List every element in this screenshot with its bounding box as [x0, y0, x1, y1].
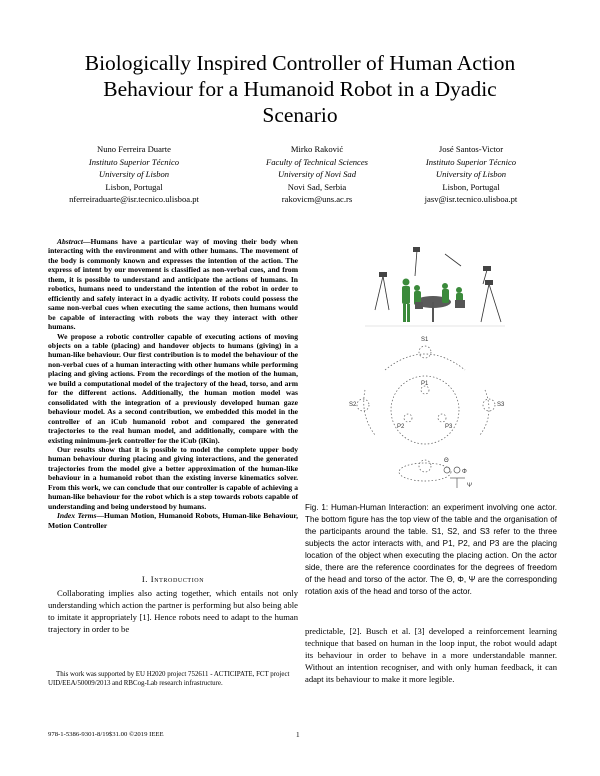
figure-photo: [345, 242, 505, 330]
author-university: University of Lisbon: [435, 169, 507, 179]
page-number: 1: [296, 731, 300, 739]
abstract-text: —Humans have a particular way of moving their body when interacting with the environment and with other humans. The movement of the body is commonly known and expresses the intention of the action. The express of intent by our movement is classified as non-verbal cues, and from them, it is possible to understand and anticipate the actions of humans. In robotics, humans need to understand the intention of the robot in order to efficiently and safely interact in a dyadic activity. If robots could possess the same non-verbal cues when executing the same actions, then humans would be capable of interacting with robots the way they interact with other humans.: [48, 237, 298, 332]
index-terms-text: —Human Motion, Humanoid Robots, Human-like Behaviour, Motion Controller: [48, 511, 298, 530]
author-email: jasv@isr.tecnico.ulisboa.pt: [424, 194, 518, 204]
section-heading: I. Introduction: [141, 574, 205, 584]
abstract: [48, 237, 298, 530]
author-name: Nuno Ferreira Duarte: [97, 144, 171, 154]
label-s3: S3: [497, 402, 505, 408]
figure-caption: Fig. 1: Human-Human Interaction: an experiment involving one actor. The bottom figure has the top view of the table and the organisation of the participants around the table. S1, S2, and S3 refer to the three subjects the actor interacts with, and P1, P2, and P3 are the placing location of the object when executing the placing action. On the actor side, there are the reference coordinates for the degrees of freedom of the head and torso of the actor. The Θ, Φ, Ψ are the corresponding rotation axis of the head and torso of the actor.: [305, 503, 557, 596]
title-line: Behaviour for a Humanoid Robot in a Dyadic: [103, 77, 497, 101]
figure-svg: [305, 240, 560, 502]
intro-paragraph: predictable, [2]. Busch et al. [3] developed a reinforcement learning technique that based on human in the loop input, the robot would adapt its behaviour in order to behave in a more understandable manner. Without an intention recogniser, and with only human feedback, it can adapt its behaviour to make it more legible.: [305, 626, 557, 684]
author-email: rakovicm@uns.ac.rs: [281, 194, 353, 204]
author-university: University of Lisbon: [98, 169, 170, 179]
footnote-text: This work was supported by EU H2020 project 752611 - ACTICIPATE, FCT project UID/EEA/50009/2013 and RBCog-Lab research infrastructure.: [48, 671, 290, 687]
abstract-lead: Abstract: [57, 237, 83, 246]
intro-left-column: [48, 588, 298, 636]
author-email: nferreiraduarte@isr.tecnico.ulisboa.pt: [69, 194, 199, 204]
intro-right-column: [305, 626, 557, 686]
paper-title: [40, 50, 560, 128]
figure-schematic: [357, 346, 495, 488]
author-university: University of Novi Sad: [277, 169, 357, 179]
label-p3: P3: [445, 424, 453, 430]
abstract-paragraph: We propose a robotic controller capable of executing actions of moving objects on a table (placing) and handover objects to humans (giving) in a human-like behaviour. Our first contribution is to model the behaviour of the non-verbal cues of a human interacting with other humans while performing placing and giving actions. From the recordings of the motion of the human, we build a computational model of the trajectory of the head, torso, and arm for the different actions. Additionally, the human motion model was consolidated with the integration of a previously developed human gaze behaviour model. As a second contribution, we embedded this model in the controller of an iCub humanoid robot and compared the generated trajectories to the real human model, and additionally, compare with the existing minimum-jerk controller for the iCub (iKin).: [48, 331, 298, 445]
author-location: Novi Sad, Serbia: [287, 181, 347, 192]
figure-1: [305, 240, 560, 502]
title-line: Biologically Inspired Controller of Human Action: [84, 51, 516, 75]
label-phi: Φ: [462, 469, 467, 475]
author-block-3: [381, 143, 561, 206]
index-terms: [48, 511, 298, 530]
label-p2: P2: [397, 424, 405, 430]
author-institute: Instituto Superior Técnico: [88, 156, 180, 167]
author-block-1: [44, 143, 224, 206]
label-psi: Ψ: [467, 483, 473, 489]
figure-labels: [349, 337, 505, 489]
author-institute: Instituto Superior Técnico: [425, 156, 517, 167]
abstract-paragraph: [48, 237, 298, 332]
label-p1: P1: [421, 381, 429, 387]
label-s2: S2: [349, 402, 357, 408]
author-institute: Faculty of Technical Sciences: [265, 156, 369, 167]
author-name: José Santos-Victor: [438, 144, 504, 154]
copyright: 978-1-5386-9301-8/19$31.00 ©2019 IEEE: [48, 731, 164, 738]
author-name: Mirko Raković: [290, 144, 344, 154]
index-terms-lead: Index Terms: [57, 511, 97, 521]
label-s1: S1: [421, 337, 429, 343]
intro-paragraph: Collaborating implies also acting together, which entails not only understanding which action the partner is performing but also being able to imitate it appropriately [1]. Hence robots need to adapt to the human trajectory in order to be: [48, 588, 298, 634]
abstract-paragraph: Our results show that it is possible to model the complete upper body human behaviour during placing and giving interactions, and the generated trajectories from the model give a better approximation of the human-like behaviour in a humanoid robot than the existing inverse kinematics solver. From this work, we can conclude that our controller is capable of achieving a human-like behaviour for the robot which is a step towards robots capable of understanding and being understood by humans.: [48, 444, 298, 511]
author-block-2: [227, 143, 407, 206]
title-line: Scenario: [262, 103, 338, 127]
author-location: Lisbon, Portugal: [105, 181, 163, 192]
label-theta: Θ: [444, 458, 449, 464]
footnote: [48, 670, 298, 688]
author-location: Lisbon, Portugal: [442, 181, 500, 192]
